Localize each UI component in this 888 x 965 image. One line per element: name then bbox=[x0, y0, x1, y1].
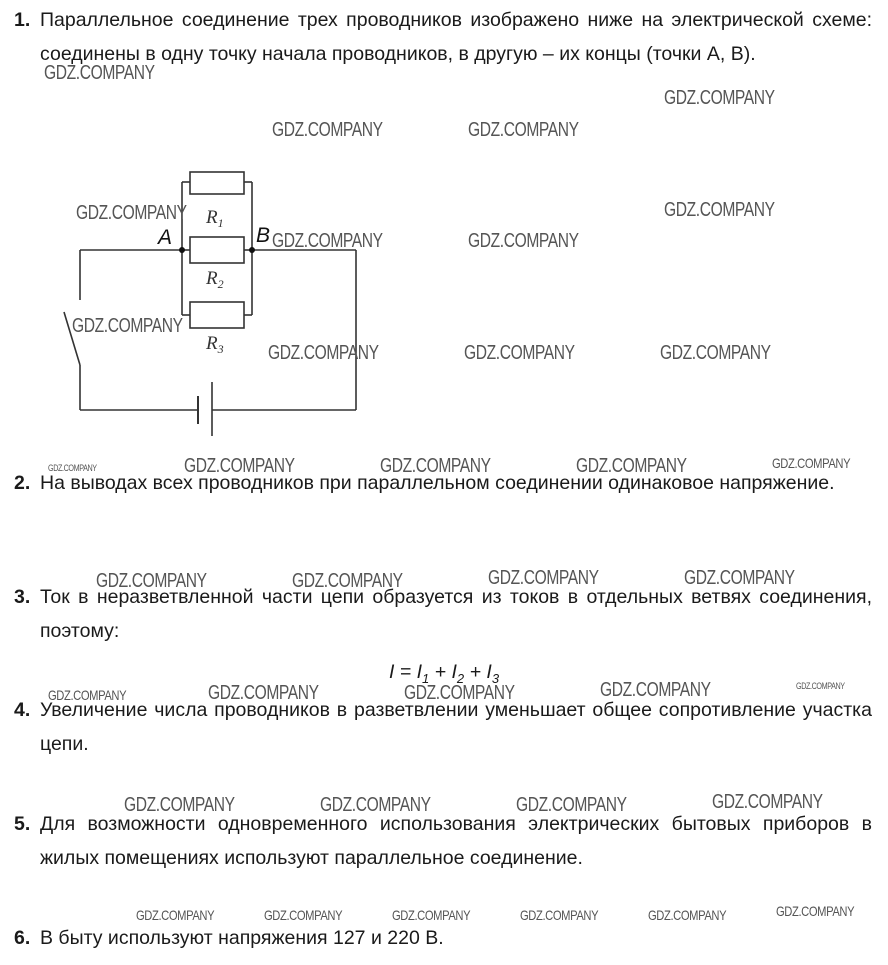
node-a-label: A bbox=[158, 226, 173, 249]
item-text: Для возможности одновременного использования электрических бытовых приборов в жилых помещениях используют параллельное соединение. bbox=[40, 813, 872, 869]
node-b-dot bbox=[249, 247, 255, 253]
watermark: GDZ.COMPANY bbox=[776, 903, 855, 919]
watermark: GDZ.COMPANY bbox=[320, 794, 431, 816]
item-5 bbox=[14, 807, 872, 875]
watermark: GDZ.COMPANY bbox=[664, 87, 775, 109]
item-6 bbox=[14, 921, 872, 955]
watermark: GDZ.COMPANY bbox=[600, 679, 711, 701]
watermark: GDZ.COMPANY bbox=[48, 687, 127, 703]
watermark: GDZ.COMPANY bbox=[292, 570, 403, 592]
watermark: GDZ.COMPANY bbox=[76, 202, 187, 224]
watermark: GDZ.COMPANY bbox=[380, 455, 491, 477]
watermark: GDZ.COMPANY bbox=[208, 682, 319, 704]
item-number: 4. bbox=[14, 699, 31, 721]
item-text: Увеличение числа проводников в разветвлении уменьшает общее сопротивление участка цепи. bbox=[40, 699, 872, 755]
watermark: GDZ.COMPANY bbox=[520, 907, 599, 923]
watermark: GDZ.COMPANY bbox=[468, 230, 579, 252]
watermark: GDZ.COMPANY bbox=[468, 119, 579, 141]
current-sum-formula: $I = I_1 + I_2 + I_3$ bbox=[388, 661, 500, 686]
item-text: В быту используют напряжения 127 и 220 В. bbox=[40, 927, 444, 949]
watermark: GDZ.COMPANY bbox=[660, 342, 771, 364]
item-1 bbox=[14, 3, 872, 71]
watermark: GDZ.COMPANY bbox=[264, 907, 343, 923]
item-text: Параллельное соединение трех проводников изображено ниже на электрической схеме: соединены в одну точку начала проводников, в другую – их концы (точки А, В). bbox=[40, 9, 872, 65]
item-number: 5. bbox=[14, 813, 31, 835]
watermark: GDZ.COMPANY bbox=[48, 463, 97, 473]
watermark: GDZ.COMPANY bbox=[272, 119, 383, 141]
watermark: GDZ.COMPANY bbox=[516, 794, 627, 816]
r2-label: $R_2$ bbox=[206, 268, 224, 291]
watermark: GDZ.COMPANY bbox=[44, 62, 155, 84]
item-text: На выводах всех проводников при параллельном соединении одинаковое напряжение. bbox=[40, 472, 835, 494]
watermark: GDZ.COMPANY bbox=[124, 794, 235, 816]
watermark: GDZ.COMPANY bbox=[772, 455, 851, 471]
item-number: 6. bbox=[14, 927, 31, 949]
item-text: Ток в неразветвленной части цепи образуется из токов в отдельных ветвях соединения, поэтому: bbox=[40, 586, 872, 642]
watermark: GDZ.COMPANY bbox=[184, 455, 295, 477]
r3-label: $R_3$ bbox=[206, 333, 224, 356]
watermark: GDZ.COMPANY bbox=[712, 791, 823, 813]
watermark: GDZ.COMPANY bbox=[268, 342, 379, 364]
watermark: GDZ.COMPANY bbox=[796, 681, 845, 691]
watermark: GDZ.COMPANY bbox=[136, 907, 215, 923]
node-a-dot bbox=[179, 247, 185, 253]
watermark: GDZ.COMPANY bbox=[464, 342, 575, 364]
r1-label: $R_1$ bbox=[206, 207, 224, 230]
watermark: GDZ.COMPANY bbox=[664, 199, 775, 221]
watermark: GDZ.COMPANY bbox=[72, 315, 183, 337]
watermark: GDZ.COMPANY bbox=[648, 907, 727, 923]
item-number: 3. bbox=[14, 586, 31, 608]
watermark: GDZ.COMPANY bbox=[576, 455, 687, 477]
watermark: GDZ.COMPANY bbox=[272, 230, 383, 252]
watermark: GDZ.COMPANY bbox=[96, 570, 207, 592]
watermark: GDZ.COMPANY bbox=[488, 567, 599, 589]
watermark: GDZ.COMPANY bbox=[684, 567, 795, 589]
node-b-label: B bbox=[256, 224, 271, 247]
watermark: GDZ.COMPANY bbox=[404, 682, 515, 704]
item-number: 1. bbox=[14, 9, 31, 31]
item-number: 2. bbox=[14, 472, 31, 494]
watermark: GDZ.COMPANY bbox=[392, 907, 471, 923]
